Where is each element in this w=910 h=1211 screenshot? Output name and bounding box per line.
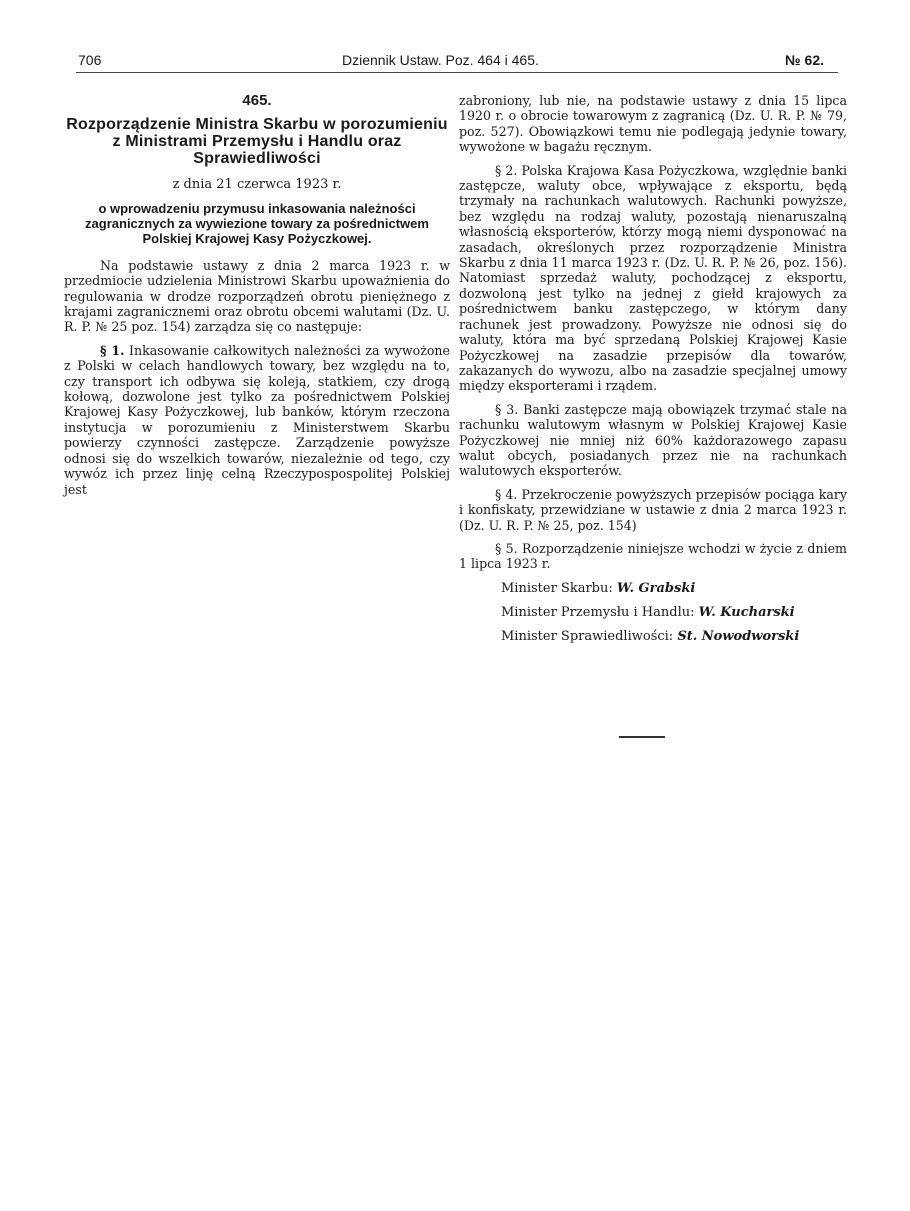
act-number: 465.	[242, 92, 272, 109]
signature-role: Minister Skarbu:	[501, 580, 613, 596]
section-3	[459, 402, 847, 479]
end-rule	[619, 736, 665, 738]
act-subject: o wprowadzeniu przymusu inkasowania należności zagranicznych za wywiezione towary za pośrednictwem Polskiej Krajowej Kasy Pożyczkowej.	[85, 200, 429, 246]
section-5-mark: § 5.	[495, 540, 518, 556]
signature-name: W. Grabski	[616, 580, 696, 596]
act-title: Rozporządzenie Ministra Skarbu w porozumieniu z Ministrami Przemysłu i Handlu oraz Sprawiedliwości	[66, 116, 448, 168]
header-rule	[76, 72, 838, 73]
section-3-text: Banki zastępcze mają obowiązek trzymać stale na rachunku walutowym własnym w Polskiej Krajowej Kasie Pożyczkowej nie mniej niż 60% każdorazowego zapasu walut obcych, posiadanych przez nie na rachunkach walutowych eksporterów.	[459, 401, 847, 479]
section-1-mark: § 1.	[100, 342, 125, 358]
section-1-continuation: zabroniony, lub nie, na podstawie ustawy z dnia 15 lipca 1920 r. o obrocie towarowym z zagranicą (Dz. U. R. P. № 79, poz. 527). Obowiązkowi temu nie podlegają jedynie towary, wywożone w bagażu ręcznym.	[459, 93, 847, 155]
signature-role: Minister Przemysłu i Handlu:	[501, 604, 695, 620]
section-2-text: Polska Krajowa Kasa Pożyczkowa, względnie banki zastępcze, waluty obce, wpływające z eksportu, będą trzymały na rachunkach walutowych. Rachunki powyższe, bez względu na rodzaj waluty, pozostają nienaruszalną własnością eksporterów, którzy mogą niemi dysponować na zasadach, określonych przez rozporządzenie Ministra Skarbu z dnia 11 marca 1923 r. (Dz. U. R. P. № 26, poz. 156). Natomiast sprzedaż waluty, pochodzącej z eksportu, dozwoloną jest tylko na jednej z giełd krajowych za pośrednictwem banku zastępczego, w którym dany rachunek jest prowadzony. Powyższe nie odnosi się do waluty, która ma być sprzedaną Polskiej Krajowej Kasie Pożyczkowej na zasadzie przepisów dla towarów, zakazanych do wywozu, albo na zasadzie specjalnej umowy między eksporterami i rządem.	[459, 162, 847, 394]
journal-title: Dziennik Ustaw. Poz. 464 i 465.	[342, 52, 539, 68]
signature-name: W. Kucharski	[698, 604, 795, 620]
section-2	[459, 163, 847, 394]
section-4	[459, 487, 847, 533]
issue-number: № 62.	[785, 52, 824, 68]
signature-line	[501, 604, 847, 622]
act-date: z dnia 21 czerwca 1923 r.	[172, 177, 342, 193]
section-3-mark: § 3.	[495, 401, 519, 417]
section-2-mark: § 2.	[495, 162, 518, 178]
section-1	[64, 343, 450, 497]
section-4-text: Przekroczenie powyższych przepisów pociąga kary i konfiskaty, przewidziane w ustawie z dnia 2 marca 1923 r. (Dz. U. R. P. № 25, poz. 154)	[459, 486, 847, 533]
running-header	[74, 52, 824, 72]
signature-name: St. Nowodworski	[677, 628, 800, 644]
signature-line	[501, 628, 847, 646]
left-column	[64, 93, 450, 505]
section-1-text: Inkasowanie całkowitych należności za wywożone z Polski w celach handlowych towary, bez względu na to, czy transport ich odbywa się koleją, statkiem, czy drogą kołową, dozwolone jest tylko za pośrednictwem Polskiej Krajowej Kasy Pożyczkowej, lub banków, którym rzeczona instytucja w porozumieniu z Ministerstwem Skarbu powierzy czynności zastępcze. Zarządzenie powyższe odnosi się do wszelkich towarów, niezależnie od tego, czy wywóz ich przez linję celną Rzeczypospospolitej Polskiej jest	[64, 342, 450, 497]
preamble: Na podstawie ustawy z dnia 2 marca 1923 r. w przedmiocie udzielenia Ministrowi Skarbu upoważnienia do regulowania w drodze rozporządzeń obrotu pieniężnego z krajami zagranicznemi oraz obrotu obcemi walutami (Dz. U. R. P. № 25 poz. 154) zarządza się co następuje:	[64, 257, 450, 335]
section-5-text: Rozporządzenie niniejsze wchodzi w życie z dniem 1 lipca 1923 r.	[459, 540, 847, 572]
signature-line	[501, 580, 847, 598]
page-number: 706	[78, 52, 102, 68]
right-column	[459, 93, 847, 652]
section-5	[459, 541, 847, 572]
signature-role: Minister Sprawiedliwości:	[501, 628, 674, 644]
section-4-mark: § 4.	[495, 486, 518, 502]
